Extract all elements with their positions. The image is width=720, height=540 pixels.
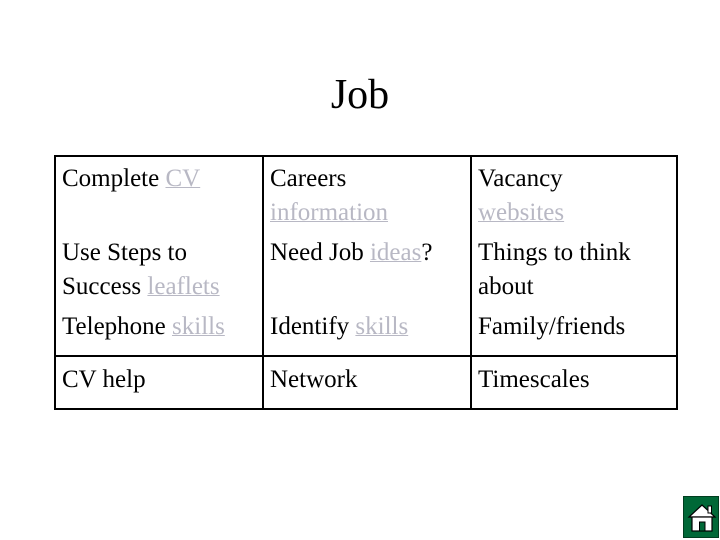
careers-information-link[interactable]: information [270,199,389,226]
cv-link[interactable]: CV [165,165,201,192]
things-line1: Things to think [478,239,631,266]
ideas-link[interactable]: ideas [369,239,422,266]
grid-divider-vertical-1 [262,157,264,408]
home-icon [687,502,717,534]
cell-need-job-ideas [270,236,432,270]
vacancy-label: Vacancy [478,165,563,192]
careers-label: Careers [270,165,347,192]
vacancy-websites-link[interactable]: websites [478,199,565,226]
identify-label: Identify [270,313,356,340]
steps-label-line1: Use Steps to [62,239,187,266]
telephone-skills-link[interactable]: skills [172,313,225,340]
slide-title: Job [330,72,390,118]
grid-divider-vertical-2 [470,157,472,408]
cell-telephone-skills [62,310,225,344]
steps-label-line2: Success [62,273,148,300]
need-job-label: Need Job [270,239,370,266]
cell-family-friends: Family/friends [478,313,626,340]
cell-identify-skills [270,310,408,344]
job-grid [54,155,678,410]
cell-steps-to-success [62,236,220,304]
identify-skills-link[interactable]: skills [355,313,409,340]
cell-cv-help: CV help [62,366,146,393]
cell-complete-cv [62,162,200,196]
cell-vacancy-websites [478,162,564,230]
complete-cv-label: Complete [62,165,166,192]
home-button[interactable] [683,496,719,538]
grid-divider-horizontal [56,355,676,357]
things-line2: about [478,273,534,300]
cell-things-to-think-about [478,236,631,304]
telephone-label: Telephone [62,313,173,340]
leaflets-link[interactable]: leaflets [147,273,220,300]
cell-careers-information [270,162,388,230]
cell-timescales: Timescales [478,366,590,393]
cell-network: Network [270,366,358,393]
need-job-suffix: ? [421,239,433,266]
